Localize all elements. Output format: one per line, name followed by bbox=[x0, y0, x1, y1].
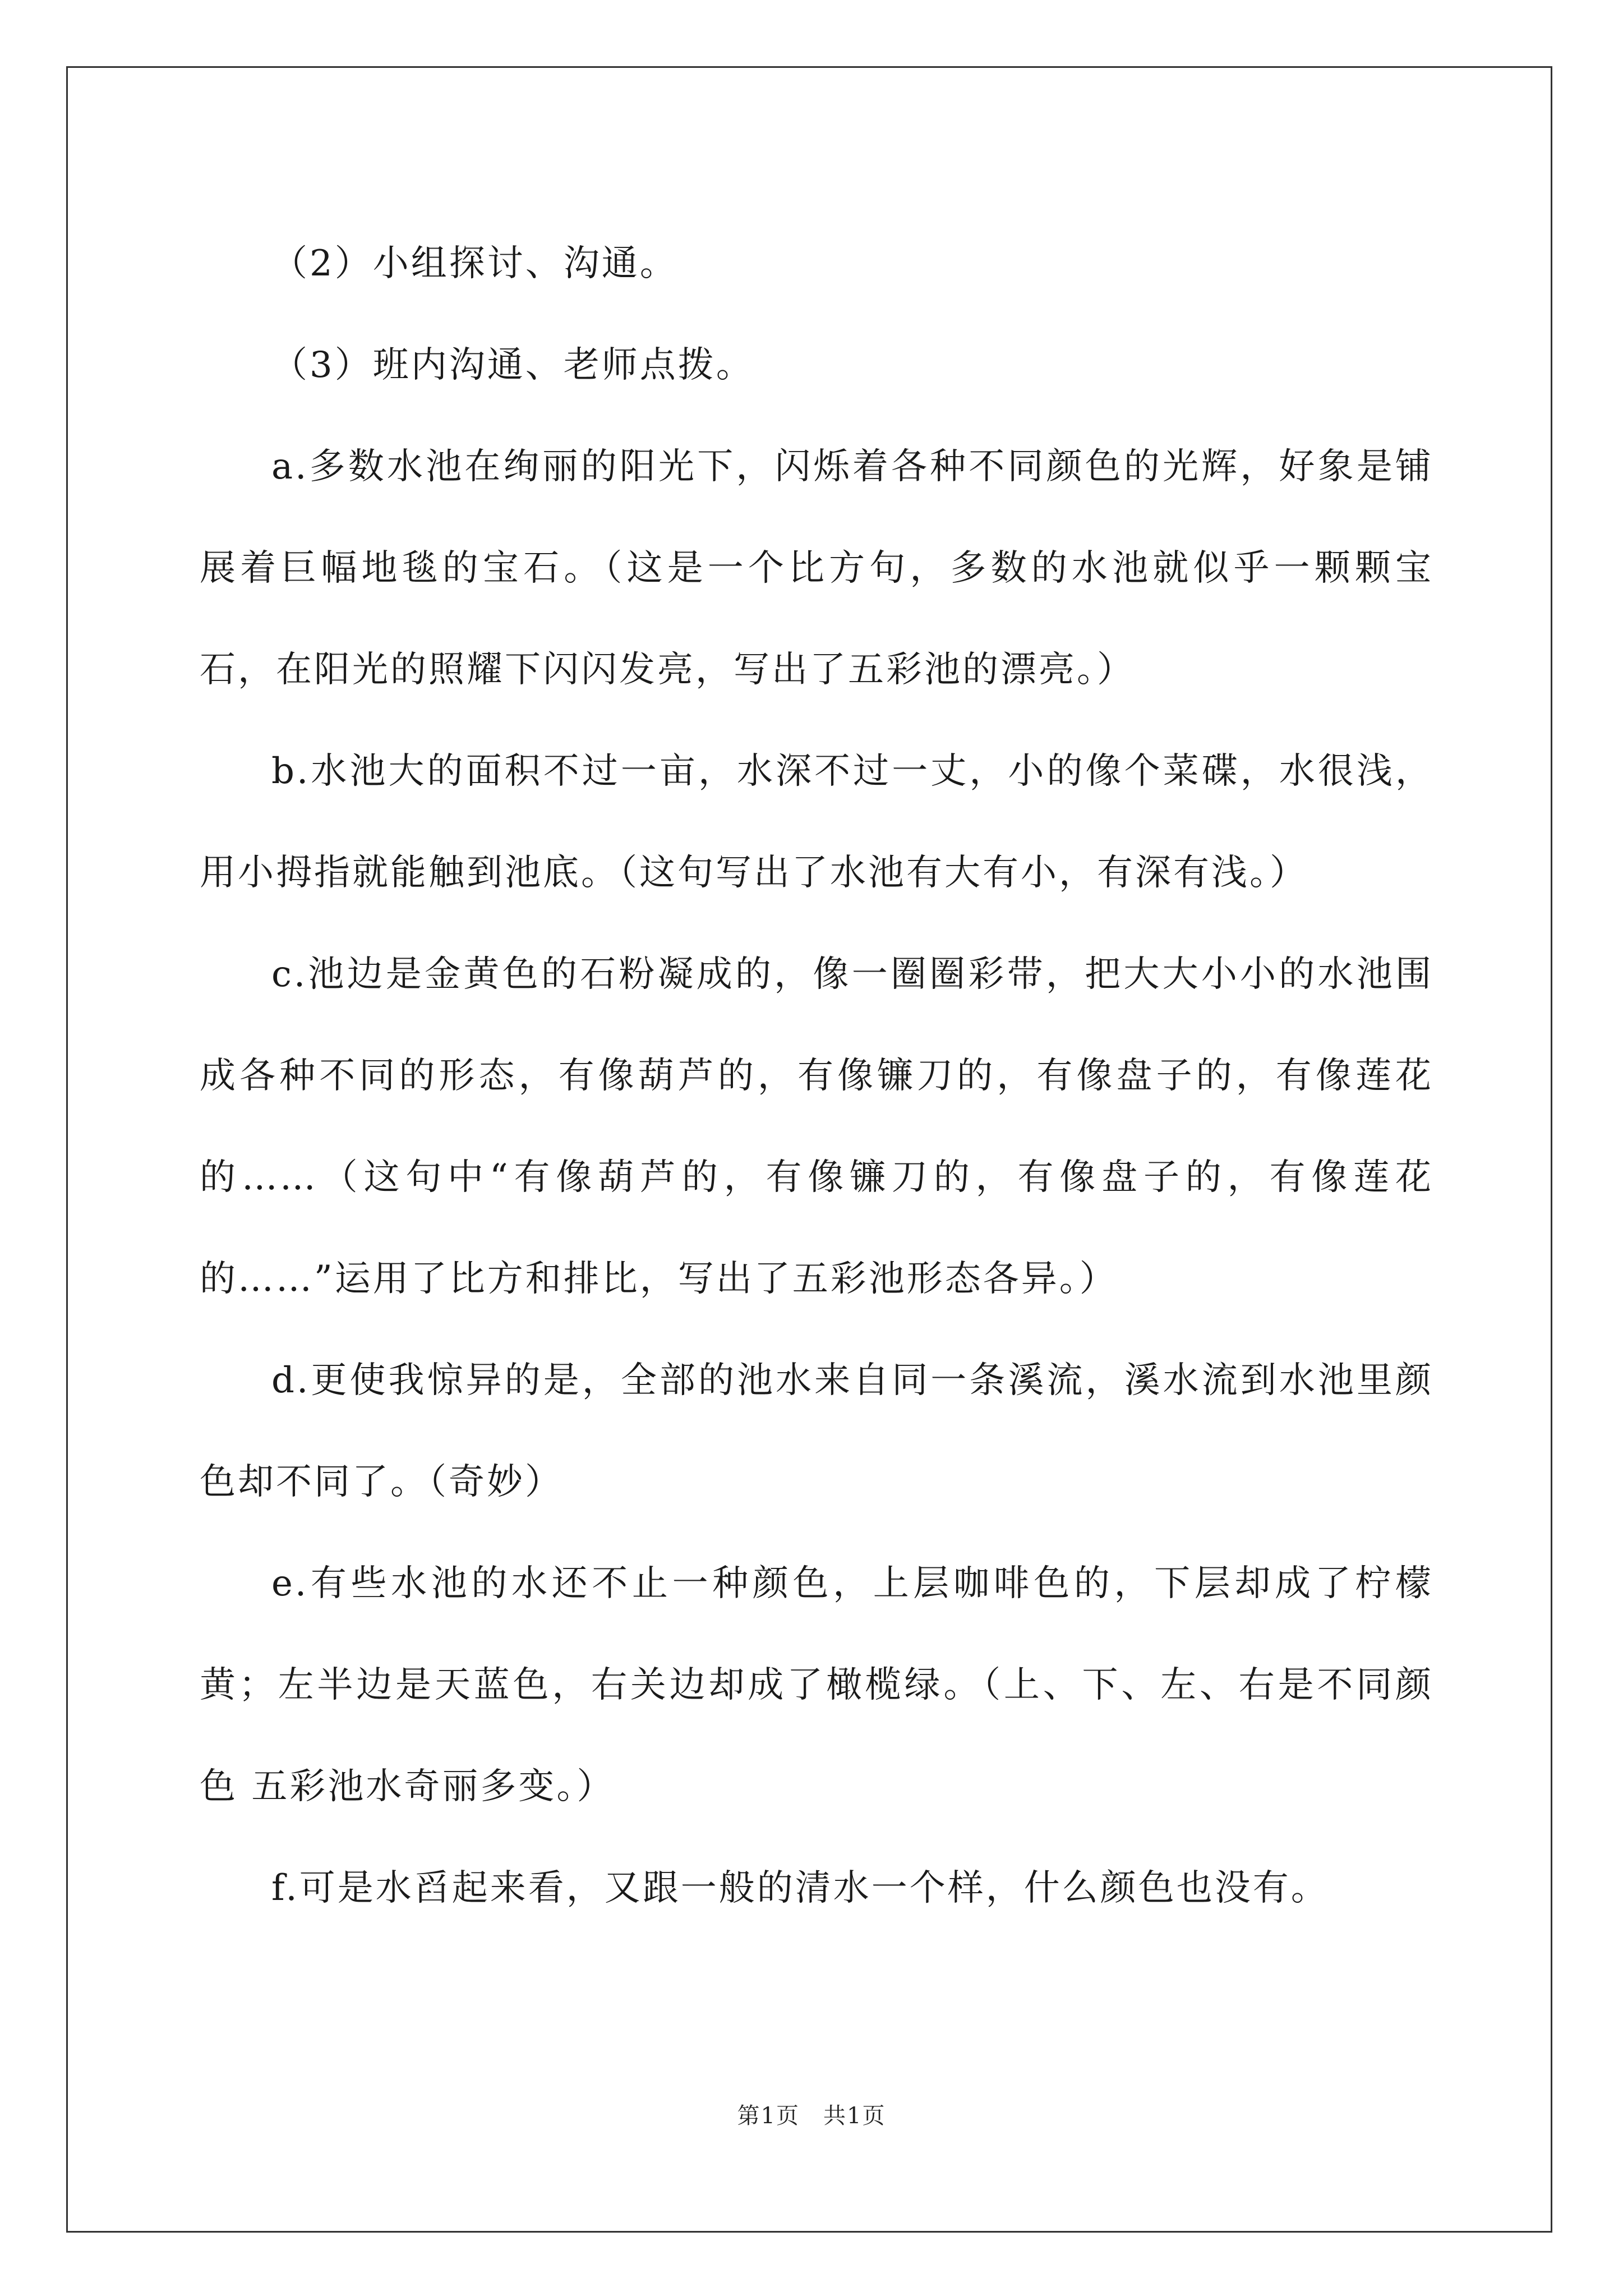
paragraph-c: c.池边是金黄色的石粉凝成的，像一圈圈彩带，把大大小小的水池围成各种不同的形态，有像葫芦的，有像镰刀的，有像盘子的，有像莲花的……（这句中“有像葫芦的，有像镰刀的，有像盘子的，有像莲花的……”运用了比方和排比，写出了五彩池形态各异。） bbox=[200, 954, 1433, 1300]
paragraph-step-3: （3）班内沟通、老师点拨。 bbox=[271, 344, 754, 386]
paragraph-b: b.水池大的面积不过一亩，水深不过一丈，小的像个菜碟，水很浅，用小拇指就能触到池底。（这句写出了水池有大有小，有深有浅。） bbox=[200, 751, 1433, 894]
paragraph-step-2: （2）小组探讨、沟通。 bbox=[271, 243, 678, 284]
paragraph-d: d.更使我惊异的是，全部的池水来自同一条溪流，溪水流到水池里颜色却不同了。（奇妙） bbox=[200, 1360, 1433, 1503]
page-footer: 第1页 共1页 bbox=[737, 2103, 886, 2129]
paragraph-f: f.可是水舀起来看，又跟一般的清水一个样，什么颜色也没有。 bbox=[271, 1867, 1329, 1909]
paragraph-e: e.有些水池的水还不止一种颜色，上层咖啡色的，下层却成了柠檬黄；左半边是天蓝色，右关边却成了橄榄绿。（上、下、左、右是不同颜色 五彩池水奇丽多变。） bbox=[200, 1563, 1433, 1807]
document-body bbox=[200, 213, 1433, 1939]
paragraph-a: a.多数水池在绚丽的阳光下，闪烁着各种不同颜色的光辉，好象是铺展着巨幅地毯的宝石。（这是一个比方句，多数的水池就似乎一颗颗宝石，在阳光的照耀下闪闪发亮，写出了五彩池的漂亮。） bbox=[200, 446, 1433, 691]
